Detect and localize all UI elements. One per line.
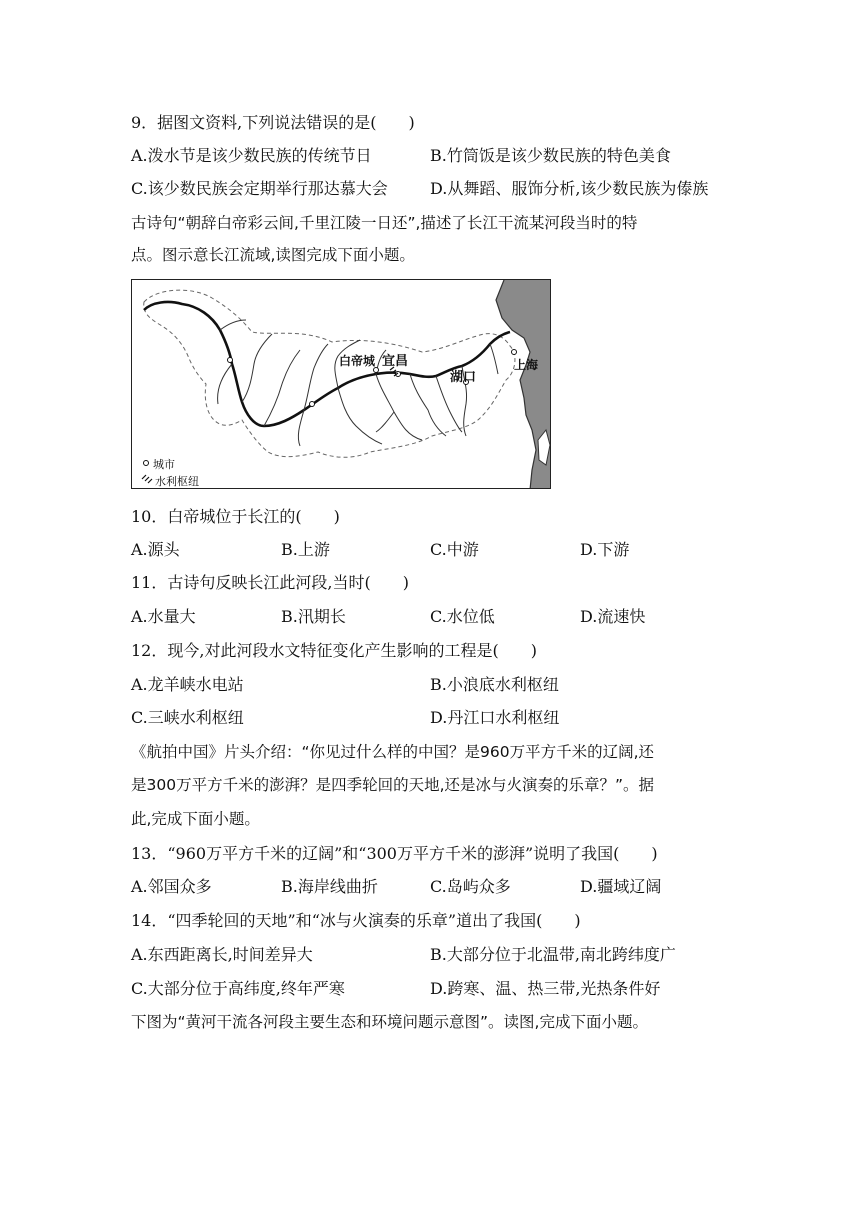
intro3-line1: 下图为“黄河干流各河段主要生态和环境问题示意图”。读图,完成下面小题。	[131, 1013, 648, 1031]
q12-option-d: D.丹江口水利枢纽	[430, 708, 560, 727]
q9-option-a: A.泼水节是该少数民族的传统节日	[131, 146, 372, 165]
intro1-line1: 古诗句“朝辞白帝彩云间,千里江陵一日还”,描述了长江干流某河段当时的特	[131, 214, 638, 232]
intro2-line3: 此,完成下面小题。	[131, 810, 260, 828]
q9-option-c: C.该少数民族会定期举行那达慕大会	[131, 179, 388, 198]
q11-stem: 11．古诗句反映长江此河段,当时( )	[131, 573, 409, 592]
q14-option-a: A.东西距离长,时间差异大	[131, 945, 313, 964]
legend-city: 城市	[153, 458, 175, 471]
label-baidicheng: 白帝城	[339, 354, 376, 368]
legend-city-symbol	[144, 461, 149, 466]
q13-stem: 13．“960万平方千米的辽阔”和“300万平方千米的澎湃”说明了我国( )	[131, 844, 658, 863]
q9-option-d: D.从舞蹈、服饰分析,该少数民族为傣族	[430, 179, 709, 198]
q10-option-a: A.源头	[131, 540, 180, 559]
q13-option-d: D.疆域辽阔	[580, 877, 662, 896]
q13-option-c: C.岛屿众多	[430, 877, 511, 896]
q14-option-d: D.跨寒、温、热三带,光热条件好	[430, 979, 661, 998]
intro2-line1: 《航拍中国》片头介绍：“你见过什么样的中国？是960万平方千米的辽阔,还	[131, 743, 655, 761]
q14-option-c: C.大部分位于高纬度,终年严寒	[131, 979, 345, 998]
q14-option-b: B.大部分位于北温带,南北跨纬度广	[430, 945, 676, 964]
q13-option-b: B.海岸线曲折	[281, 877, 378, 896]
map-drawing	[132, 280, 551, 489]
yangtze-basin-map	[131, 279, 551, 489]
intro1-line2: 点。图示意长江流域,读图完成下面小题。	[131, 246, 415, 264]
q11-option-c: C.水位低	[430, 607, 495, 626]
q11-option-b: B.汛期长	[281, 607, 346, 626]
q10-option-b: B.上游	[281, 540, 330, 559]
legend-dam: 水利枢纽	[155, 475, 199, 488]
label-yichang: 宜昌	[382, 354, 409, 369]
q10-option-d: D.下游	[580, 540, 630, 559]
q12-option-c: C.三峡水利枢纽	[131, 708, 244, 727]
q10-option-c: C.中游	[430, 540, 479, 559]
q12-option-a: A.龙羊峡水电站	[131, 675, 244, 694]
q12-option-b: B.小浪底水利枢纽	[430, 675, 559, 694]
q11-option-a: A.水量大	[131, 607, 196, 626]
intro2-line2: 是300万平方千米的澎湃？是四季轮回的天地,还是冰与火演奏的乐章？”。据	[131, 776, 655, 794]
legend-dam-symbol	[142, 475, 152, 483]
label-shanghai: 上海	[514, 358, 539, 372]
q14-stem: 14．“四季轮回的天地”和“冰与火演奏的乐章”道出了我国( )	[131, 911, 581, 930]
q12-stem: 12．现今,对此河段水文特征变化产生影响的工程是( )	[131, 641, 537, 660]
q9-option-b: B.竹筒饭是该少数民族的特色美食	[430, 146, 671, 165]
yangtze-main-river	[144, 302, 510, 426]
q13-option-a: A.邻国众多	[131, 877, 212, 896]
label-hukou: 湖口	[450, 370, 477, 385]
q11-option-d: D.流速快	[580, 607, 646, 626]
q10-stem: 10．白帝城位于长江的( )	[131, 507, 340, 526]
q9-stem: 9．据图文资料,下列说法错误的是( )	[131, 113, 415, 132]
